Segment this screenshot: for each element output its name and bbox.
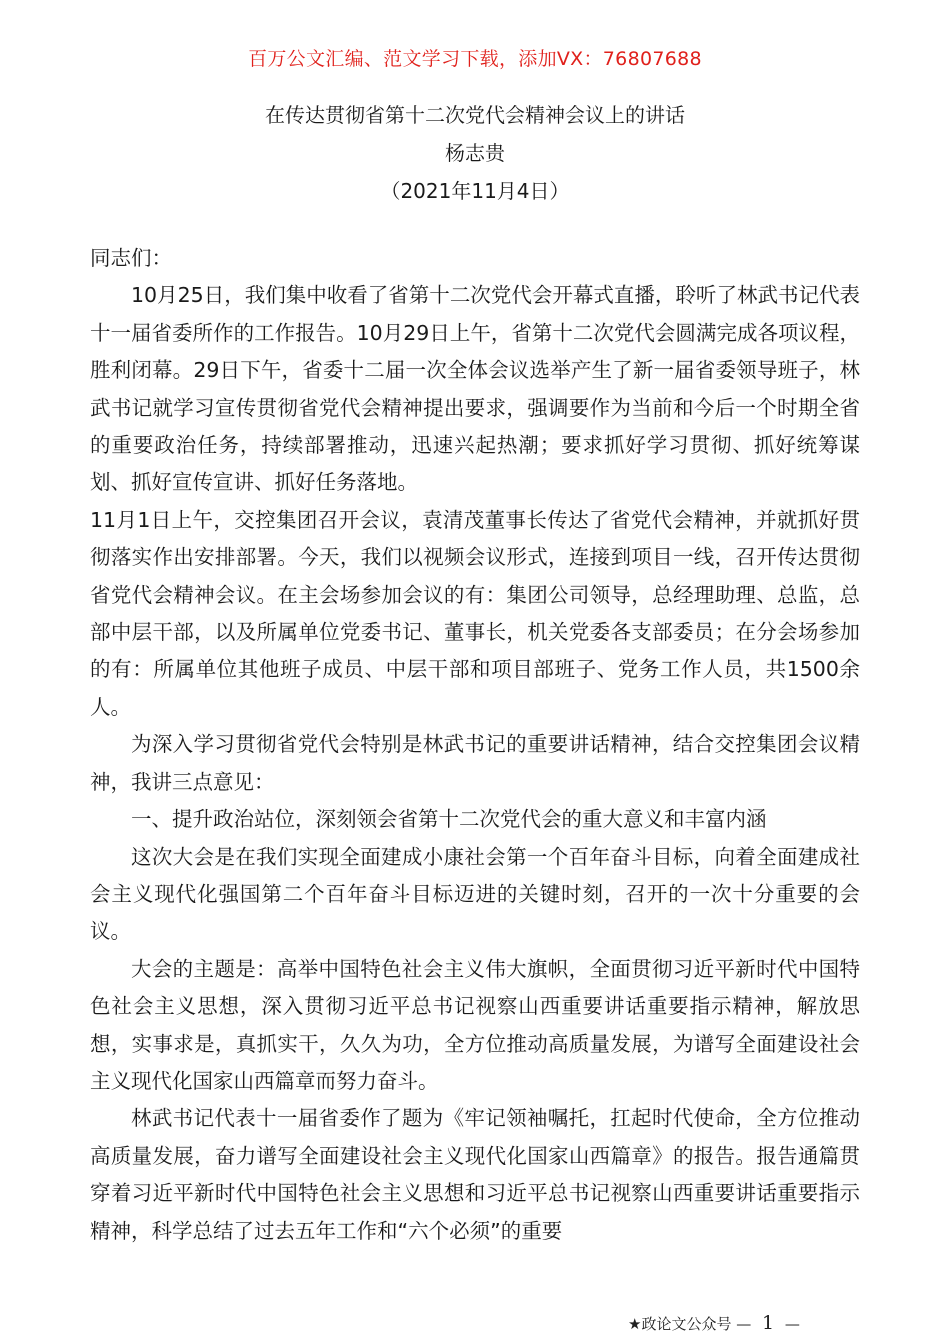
document-author: 杨志贵 (445, 141, 505, 165)
salutation: 同志们： (90, 246, 172, 270)
page-footer (628, 1312, 800, 1334)
paragraph-5: 大会的主题是：高举中国特色社会主义伟大旗帜，全面贯彻习近平新时代中国特色社会主义思想，深入贯彻习近平总书记视察山西重要讲话重要指示精神，解放思想，实事求是，真抓实干，久久为功，全方位推动高质量发展，为谱写全面建设社会主义现代化国家山西篇章而努力奋斗。 (90, 956, 860, 1093)
footer-dash-left: — (736, 1315, 752, 1333)
document-title: 在传达贯彻省第十二次党代会精神会议上的讲话 (265, 103, 685, 127)
document-header (0, 96, 950, 210)
paragraph-4: 这次大会是在我们实现全面建成小康社会第一个百年奋斗目标，向着全面建成社会主义现代化强国第二个百年奋斗目标迈进的关键时刻，召开的一次十分重要的会议。 (90, 844, 860, 944)
paragraph-1: 10月25日，我们集中收看了省第十二次党代会开幕式直播，聆听了林武书记代表十一届省委所作的工作报告。10月29日上午，省第十二次党代会圆满完成各项议程，胜利闭幕。29日下午，省委十二届一次全体会议选举产生了新一届省委领导班子，林武书记就学习宣传贯彻省党代会精神提出要求，强调要作为当前和今后一个时期全省的重要政治任务，持续部署推动，迅速兴起热潮；要求抓好学习贯彻、抓好统筹谋划、抓好宣传宣讲、抓好任务落地。 (90, 283, 860, 495)
document-body (90, 240, 860, 1250)
page-number: 1 (762, 1312, 775, 1334)
paragraph-6: 林武书记代表十一届省委作了题为《牢记领袖嘱托，扛起时代使命，全方位推动高质量发展，奋力谱写全面建设社会主义现代化国家山西篇章》的报告。报告通篇贯穿着习近平新时代中国特色社会主义思想和习近平总书记视察山西重要讲话重要指示精神，科学总结了过去五年工作和“六个必须”的重要 (90, 1106, 860, 1243)
document-date: （2021年11月4日） (380, 179, 570, 203)
paragraph-2: 11月1日上午，交控集团召开会议，袁清茂董事长传达了省党代会精神，并就抓好贯彻落实作出安排部署。今天，我们以视频会议形式，连接到项目一线，召开传达贯彻省党代会精神会议。在主会场参加会议的有：集团公司领导，总经理助理、总监，总部中层干部，以及所属单位党委书记、董事长，机关党委各支部委员；在分会场参加的有：所属单位其他班子成员、中层干部和项目部班子、党务工作人员，共1500余人。 (90, 507, 860, 719)
footer-source: ★政论文公众号 (628, 1315, 732, 1333)
footer-dash-right: — (784, 1315, 800, 1333)
paragraph-3: 为深入学习贯彻省党代会特别是林武书记的重要讲话精神，结合交控集团会议精神，我讲三点意见： (90, 732, 860, 794)
watermark-banner: 百万公文汇编、范文学习下载，添加VX：76807688 (248, 48, 702, 70)
section-heading-1: 一、提升政治站位，深刻领会省第十二次党代会的重大意义和丰富内涵 (131, 807, 767, 832)
